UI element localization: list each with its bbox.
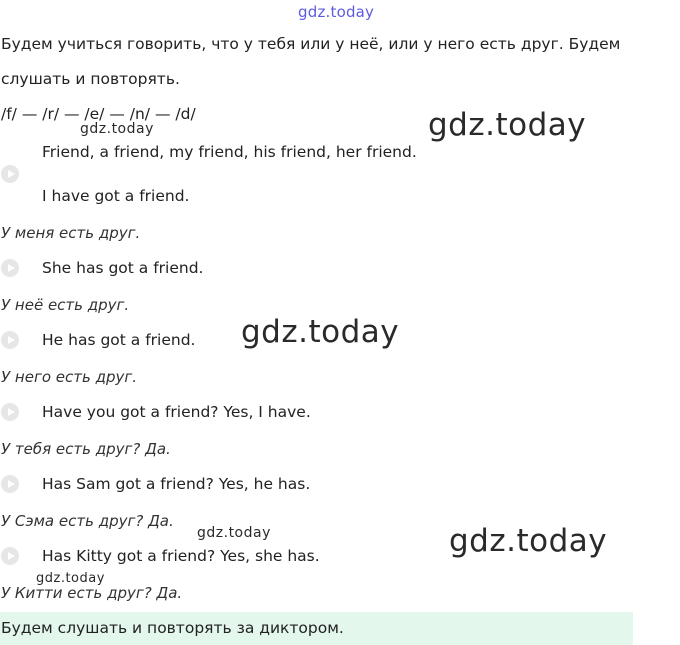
play-icon[interactable] (1, 547, 19, 565)
watermark-large-1: gdz.today (428, 107, 587, 143)
watermark-top: gdz.today (298, 3, 375, 21)
intro-line-2: слушать и повторять. (1, 70, 180, 88)
watermark-large-2: gdz.today (241, 314, 400, 350)
watermark-small-2: gdz.today (197, 525, 271, 541)
phrase-translation: У неё есть друг. (1, 296, 130, 314)
phrase-text: Has Sam got a friend? Yes, he has. (42, 475, 311, 493)
footer-text: Будем слушать и повторять за диктором. (1, 619, 344, 637)
phrase-text: Have you got a friend? Yes, I have. (42, 403, 311, 421)
phrase-text: Has Kitty got a friend? Yes, she has. (42, 547, 320, 565)
phonetic-sequence: /f/ — /r/ — /e/ — /n/ — /d/ (1, 105, 196, 123)
footer-bar (0, 612, 633, 645)
watermark-small-1: gdz.today (80, 121, 154, 137)
phrase-translation: У меня есть друг. (1, 224, 141, 242)
phrase-translation: У Сэма есть друг? Да. (1, 512, 174, 530)
watermark-small-3: gdz.today (36, 571, 105, 586)
watermark-large-3: gdz.today (449, 523, 608, 559)
phrase-translation: У тебя есть друг? Да. (1, 440, 171, 458)
play-icon[interactable] (1, 165, 19, 183)
play-icon[interactable] (1, 403, 19, 421)
play-icon[interactable] (1, 331, 19, 349)
phrase-text: He has got a friend. (42, 331, 196, 349)
intro-line-1: Будем учиться говорить, что у тебя или у неё, или у него есть друг. Будем (1, 35, 621, 53)
play-icon[interactable] (1, 259, 19, 277)
phrase-text: She has got a friend. (42, 259, 204, 277)
phrase-text: I have got a friend. (42, 187, 190, 205)
play-icon[interactable] (1, 475, 19, 493)
phrase-translation: У него есть друг. (1, 368, 138, 386)
phrase-translation: У Китти есть друг? Да. (1, 584, 183, 602)
phrase-text: Friend, a friend, my friend, his friend, her friend. (42, 143, 417, 161)
